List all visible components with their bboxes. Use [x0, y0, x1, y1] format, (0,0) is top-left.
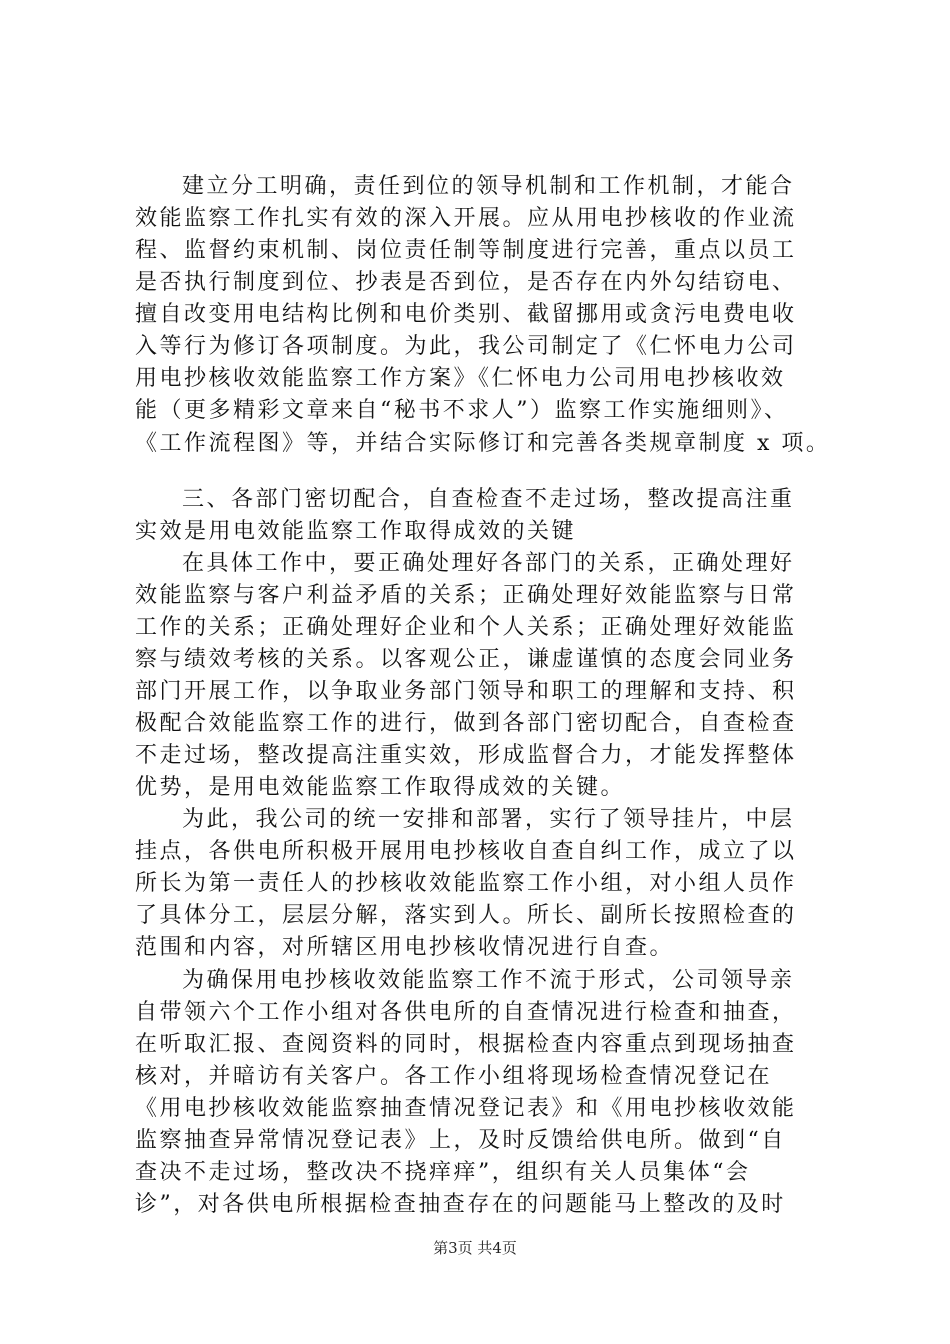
text-line: 核对，并暗访有关客户。各工作小组将现场检查情况登记在 — [135, 1064, 773, 1089]
text-line: 查决不走过场，整改决不挠痒痒”，组织有关人员集体“会 — [135, 1160, 751, 1185]
text-line: 效能监察与客户利益矛盾的关系；正确处理好效能监察与日常 — [135, 583, 797, 608]
text-line: 实效是用电效能监察工作取得成效的关键 — [135, 519, 577, 544]
text-line: 为确保用电抄核收效能监察工作不流于形式，公司领导亲 — [182, 968, 795, 993]
text-line: 能（更多精彩文章来自“秘书不求人”）监察工作实施细则》、 — [135, 398, 789, 423]
page-number-footer: 第3页 共4页 — [433, 1239, 517, 1257]
text-line: 优势，是用电效能监察工作取得成效的关键。 — [135, 775, 626, 800]
text-line: 部门开展工作，以争取业务部门领导和职工的理解和支持、积 — [135, 679, 797, 704]
text-line: 程、监督约束机制、岗位责任制等制度进行完善，重点以员工 — [135, 238, 797, 263]
text-line: 工作的关系；正确处理好企业和个人关系；正确处理好效能监 — [135, 615, 797, 640]
text-line: 擅自改变用电结构比例和电价类别、截留挪用或贪污电费电收 — [135, 302, 797, 327]
text-line: 监察抽查异常情况登记表》上，及时反馈给供电所。做到“自 — [135, 1128, 786, 1153]
text-line: 用电抄核收效能监察工作方案》《仁怀电力公司用电抄核收效 — [135, 366, 786, 391]
text-line: 范围和内容，对所辖区用电抄核收情况进行自查。 — [135, 935, 675, 960]
text-line: 察与绩效考核的关系。以客观公正，谦虚谨慎的态度会同业务 — [135, 647, 797, 672]
text-line: 建立分工明确，责任到位的领导机制和工作机制，才能合 — [182, 174, 795, 199]
text-line: 在具体工作中，要正确处理好各部门的关系，正确处理好 — [182, 551, 795, 576]
text-line: 《用电抄核收效能监察抽查情况登记表》和《用电抄核收效能 — [135, 1096, 797, 1121]
text-line: 所长为第一责任人的抄核收效能监察工作小组，对小组人员作 — [135, 871, 797, 896]
text-line: 三、各部门密切配合，自查检查不走过场，整改提高注重 — [182, 487, 795, 512]
text-line: 自带领六个工作小组对各供电所的自查情况进行检查和抽查， — [135, 1000, 797, 1025]
text-line: 为此，我公司的统一安排和部署，实行了领导挂片，中层 — [182, 807, 795, 832]
text-line: 入等行为修订各项制度。为此，我公司制定了《仁怀电力公司 — [135, 334, 797, 359]
text-line: 《工作流程图》等，并结合实际修订和完善各类规章制度 x 项。 — [135, 431, 831, 456]
text-line: 效能监察工作扎实有效的深入开展。应从用电抄核收的作业流 — [135, 206, 797, 231]
text-line: 极配合效能监察工作的进行，做到各部门密切配合，自查检查 — [135, 711, 797, 736]
text-line: 诊”，对各供电所根据检查抽查存在的问题能马上整改的及时 — [135, 1192, 786, 1217]
text-line: 在听取汇报、查阅资料的同时，根据检查内容重点到现场抽查 — [135, 1032, 797, 1057]
text-line: 不走过场，整改提高注重实效，形成监督合力，才能发挥整体 — [135, 743, 797, 768]
text-line: 了具体分工，层层分解，落实到人。所长、副所长按照检查的 — [135, 903, 797, 928]
text-line: 挂点，各供电所积极开展用电抄核收自查自纠工作，成立了以 — [135, 839, 797, 864]
text-line: 是否执行制度到位、抄表是否到位，是否存在内外勾结窃电、 — [135, 270, 797, 295]
